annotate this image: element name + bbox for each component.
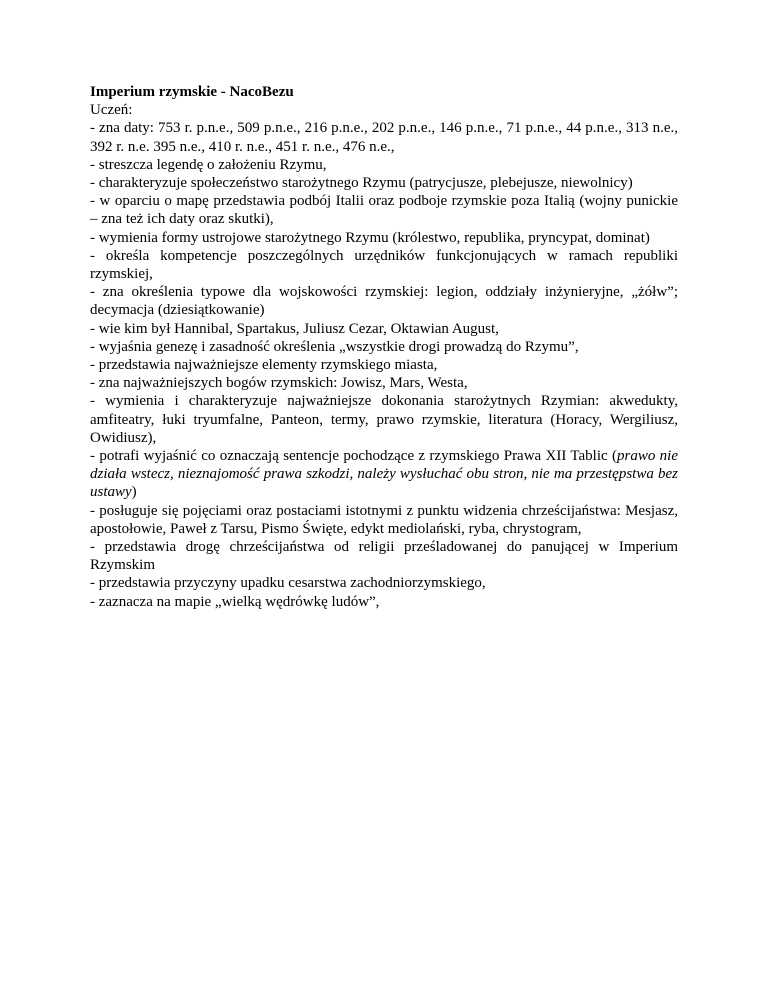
list-item-society: - charakteryzuje społeczeństwo starożytnego Rzymu (patrycjusze, plebejusze, niewolnicy) (90, 175, 633, 192)
list-item-christianity-concepts: - posługuje się pojęciami oraz postaciami istotnymi z punktu widzenia chrześcijaństwa: Mesjasz, apostołowie, Paweł z Tarsu, Pismo Święte, edykt mediolański, ryba, chrystogram, (90, 502, 678, 537)
list-item-conquest: - w oparciu o mapę przedstawia podbój Italii oraz podboje rzymskie poza Italią (wojny punickie – zna też ich daty oraz skutki), (90, 193, 678, 228)
list-item-dates: - zna daty: 753 r. p.n.e., 509 p.n.e., 216 p.n.e., 202 p.n.e., 146 p.n.e., 71 p.n.e., 44 p.n.e., 313 n.e., 392 r. n.e. 395 n.e., 410 r. n.e., 451 r. n.e., 476 n.e., (90, 120, 678, 155)
list-item-twelve-tables-sentences: prawo nie działa wstecz, nieznajomość prawa szkodzi, należy wysłuchać obu stron, nie ma przestępstwa bez ustawy (90, 448, 678, 501)
list-item-legend: - streszcza legendę o założeniu Rzymu, (90, 156, 327, 173)
list-item-city: - przedstawia najważniejsze elementy rzymskiego miasta, (90, 357, 438, 374)
list-item-twelve-tables (90, 447, 678, 502)
list-item-military: - zna określenia typowe dla wojskowości rzymskiej: legion, oddziały inżynieryjne, „żółw”; decymacja (dziesiątkowanie) (90, 284, 678, 319)
intro-label: Uczeń: (90, 102, 133, 119)
list-item-christianity-path: - przedstawia drogę chrześcijaństwa od religii prześladowanej do panującej w Imperium Rzymskim (90, 539, 678, 574)
list-item-twelve-tables-text: - potrafi wyjaśnić co oznaczają sentencje pochodzące z rzymskiego Prawa XII Tablic ( (90, 448, 617, 465)
list-item-roads: - wyjaśnia genezę i zasadność określenia „wszystkie drogi prowadzą do Rzymu”, (90, 338, 579, 355)
list-item-political-forms: - wymienia formy ustrojowe starożytnego Rzymu (królestwo, republika, pryncypat, dominat) (90, 229, 650, 246)
list-item-migration: - zaznacza na mapie „wielką wędrówkę ludów”, (90, 593, 380, 610)
list-item-officials: - określa kompetencje poszczególnych urzędników funkcjonujących w ramach republiki rzymskiej, (90, 247, 678, 283)
list-item-twelve-tables-suffix: ) (131, 484, 137, 501)
list-item-figures: - wie kim był Hannibal, Spartakus, Juliusz Cezar, Oktawian August, (90, 320, 499, 337)
list-item-gods: - zna najważniejszych bogów rzymskich: Jowisz, Mars, Westa, (90, 375, 468, 392)
list-item-achievements: - wymienia i charakteryzuje najważniejsze dokonania starożytnych Rzymian: akwedukty, amfiteatry, łuki tryumfalne, Panteon, termy, prawo rzymskie, literatura (Horacy, Wergiliusz, Owidiusz), (90, 393, 678, 446)
document-body (90, 83, 678, 611)
list-item-fall: - przedstawia przyczyny upadku cesarstwa zachodniorzymskiego, (90, 575, 486, 592)
document-title: Imperium rzymskie - NacoBezu (90, 84, 294, 100)
